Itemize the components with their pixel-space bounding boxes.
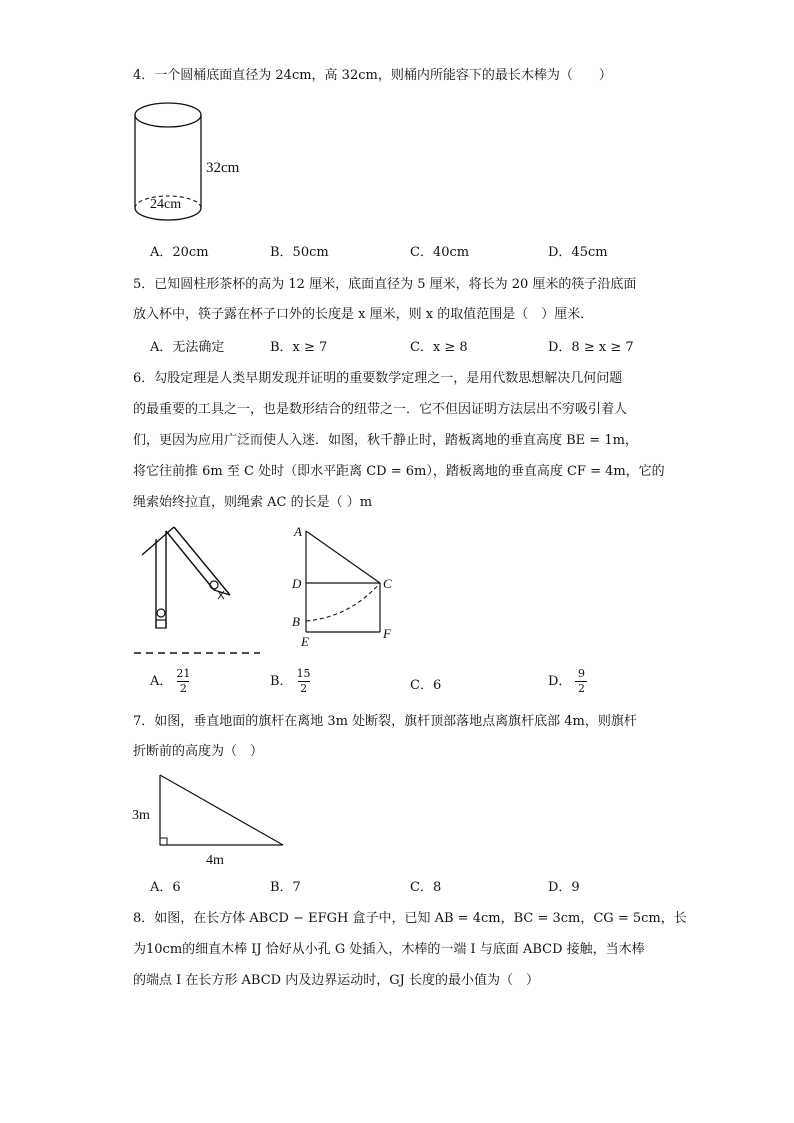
swing-geometry-figure — [290, 525, 400, 650]
q5-option-c[interactable]: C．x ≥ 8 — [410, 340, 468, 355]
fraction — [176, 668, 190, 695]
q6-line1: 6．勾股定理是人类早期发现并证明的重要数学定理之一，是用代数思想解决几何问题 — [133, 371, 623, 386]
diameter-label: 24cm — [150, 197, 182, 212]
swing-illustration — [132, 525, 262, 660]
q4-stem: 4．一个圆桶底面直径为 24cm，高 32cm，则桶内所能容下的最长木棒为（ ） — [133, 68, 612, 83]
option-letter: C．6 — [410, 678, 442, 693]
q8-line2: 为10cm的细直木棒 IJ 恰好从小孔 G 处插入，木棒的一端 I 与底面 ABCD 接触，当木棒 — [133, 942, 645, 957]
q6-option-a[interactable] — [150, 668, 190, 695]
q6-line5: 绳索始终拉直，则绳索 AC 的长是（ ）m — [133, 495, 373, 510]
q4-option-c[interactable]: C．40cm — [410, 245, 470, 260]
label-f: F — [383, 626, 391, 641]
label-d: D — [292, 576, 302, 591]
label-e: E — [301, 634, 309, 649]
q5-option-b[interactable]: B．x ≥ 7 — [270, 340, 328, 355]
q7-option-d[interactable]: D．9 — [548, 880, 580, 895]
q4-option-d[interactable]: D．45cm — [548, 245, 608, 260]
denominator: 2 — [179, 682, 187, 695]
option-letter: B． — [270, 673, 293, 689]
horizontal-label: 4m — [206, 853, 224, 868]
label-a: A — [294, 524, 302, 539]
height-label: 32cm — [206, 160, 240, 176]
q6-option-b[interactable] — [270, 668, 311, 695]
q8-line3: 的端点 I 在长方形 ABCD 内及边界运动时，GJ 长度的最小值为（ ） — [133, 973, 539, 988]
q8-line1: 8．如图，在长方体 ABCD − EFGH 盒子中，已知 AB = 4cm，BC = 3cm，CG = 5cm，长 — [133, 911, 687, 926]
label-c: C — [383, 576, 392, 591]
numerator: 15 — [296, 667, 311, 680]
q4-option-b[interactable]: B．50cm — [270, 245, 329, 260]
q6-line3: 们，更因为应用广泛而使人入迷．如图，秋千静止时，踏板离地的垂直高度 BE = 1m， — [133, 433, 638, 448]
flagpole-triangle-figure — [130, 770, 300, 870]
fraction — [575, 668, 587, 695]
q6-option-c[interactable] — [410, 677, 441, 695]
numerator: 9 — [577, 667, 585, 680]
cylinder-figure — [125, 100, 265, 230]
denominator: 2 — [577, 682, 585, 695]
option-letter: D． — [548, 673, 572, 689]
q7-option-c[interactable]: C．8 — [410, 880, 442, 895]
vertical-label: 3m — [132, 808, 150, 823]
q7-line1: 7．如图，垂直地面的旗杆在离地 3m 处断裂，旗杆顶部落地点离旗杆底部 4m，则旗杆 — [133, 714, 637, 729]
denominator: 2 — [300, 682, 308, 695]
q7-option-a[interactable]: A．6 — [150, 880, 181, 895]
q4-option-a[interactable]: A．20cm — [150, 245, 209, 260]
q5-line1: 5．已知圆柱形茶杯的高为 12 厘米，底面直径为 5 厘米，将长为 20 厘米的筷子沿底面 — [133, 277, 637, 292]
q6-line4: 将它往前推 6m 至 C 处时（即水平距离 CD = 6m），踏板离地的垂直高度 CF = 4m，它的 — [133, 464, 665, 479]
option-letter: A． — [150, 673, 173, 689]
q6-line2: 的最重要的工具之一，也是数形结合的纽带之一．它不但因证明方法层出不穷吸引着人 — [133, 402, 628, 417]
q5-option-a[interactable]: A．无法确定 — [150, 340, 225, 355]
q5-option-d[interactable]: D．8 ≥ x ≥ 7 — [548, 340, 634, 355]
q5-line2: 放入杯中，筷子露在杯子口外的长度是 x 厘米，则 x 的取值范围是（ ）厘米． — [133, 307, 594, 322]
label-b: B — [292, 614, 300, 629]
q7-option-b[interactable]: B．7 — [270, 880, 301, 895]
fraction — [297, 668, 311, 695]
q7-line2: 折断前的高度为（ ） — [133, 744, 264, 759]
numerator: 21 — [176, 667, 191, 680]
q6-option-d[interactable] — [548, 668, 587, 695]
